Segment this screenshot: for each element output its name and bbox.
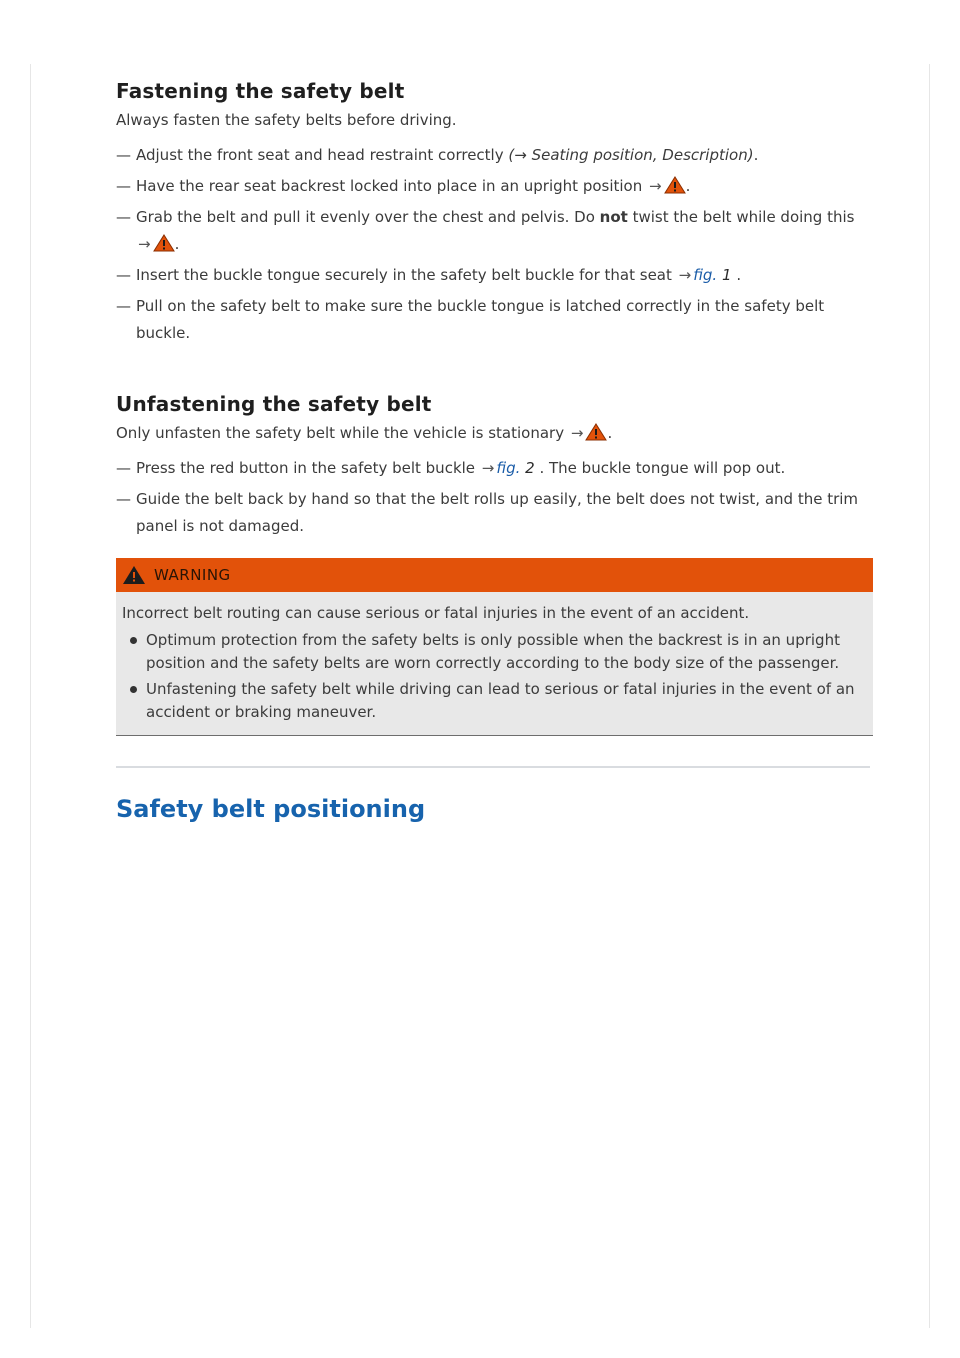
dash-marker: — [116,490,131,508]
list-item: Unfastening the safety belt while driving can lead to serious or fatal injuries in the event of an accident or braking maneuver. [122,678,865,724]
warning-header [116,558,873,592]
warning-label: WARNING [154,566,231,584]
warning-triangle-icon [122,565,146,585]
list-item: — Insert the buckle tongue securely in the safety belt buckle for that seat → fig. 1 . [116,262,873,289]
figure-link[interactable]: fig. [496,459,521,477]
list-item: — Adjust the front seat and head restraint correctly (→ Seating position, Description). [116,142,873,169]
cross-reference[interactable]: (→ Seating position, Description) [508,146,754,164]
fasten-heading: Fastening the safety belt [116,79,405,103]
dash-marker: — [116,208,131,226]
dash-marker: — [116,266,131,284]
figure-link[interactable]: fig. [693,266,718,284]
bullet-dot [130,686,137,693]
emphasis-not: not [599,208,628,226]
right-margin-rule [929,64,930,1328]
unfasten-lead: Only unfasten the safety belt while the vehicle is stationary → . [116,424,613,442]
dash-marker: — [116,146,131,164]
warning-triangle-icon[interactable] [664,176,686,194]
left-margin-rule [30,64,31,1328]
warning-box [116,558,873,736]
list-item: Optimum protection from the safety belts is only possible when the backrest is in an upright position and the safety belts are worn correctly according to the body size of the passenger. [122,629,865,675]
figure-number: 1 [721,266,732,284]
bullet-dot [130,637,137,644]
page-content [116,76,873,826]
list-item: — Press the red button in the safety belt buckle → fig. 2 . The buckle tongue will pop out. [116,455,873,482]
arrow-right-icon: → [570,424,584,442]
warning-bullets [122,629,865,724]
fasten-lead: Always fasten the safety belts before driving. [116,111,457,129]
section-divider [116,766,870,768]
list-item: — Guide the belt back by hand so that the belt rolls up easily, the belt does not twist, and the trim panel is not damaged. [116,486,873,540]
figure-number: 2 [525,459,535,477]
dash-marker: — [116,459,131,477]
warning-intro: Incorrect belt routing can cause serious or fatal injuries in the event of an accident. [122,604,750,622]
warning-body [116,592,873,735]
dash-marker: — [116,297,131,315]
fasten-steps [116,142,873,347]
warning-triangle-icon[interactable] [585,423,607,441]
arrow-right-icon: → [649,177,662,195]
arrow-right-icon: → [481,459,495,477]
arrow-right-icon: → [678,266,692,284]
list-item: — Have the rear seat backrest locked into place in an upright position → . [116,173,873,200]
list-item: — Grab the belt and pull it evenly over the chest and pelvis. Do not twist the belt while doing this → . [116,204,873,258]
warning-triangle-icon[interactable] [153,234,175,252]
unfasten-heading: Unfastening the safety belt [116,392,432,416]
unfasten-steps [116,455,873,540]
section-title: Safety belt positioning [116,795,426,823]
list-item: — Pull on the safety belt to make sure the buckle tongue is latched correctly in the safety belt buckle. [116,293,873,347]
arrow-right-icon: → [138,235,151,253]
dash-marker: — [116,177,131,195]
